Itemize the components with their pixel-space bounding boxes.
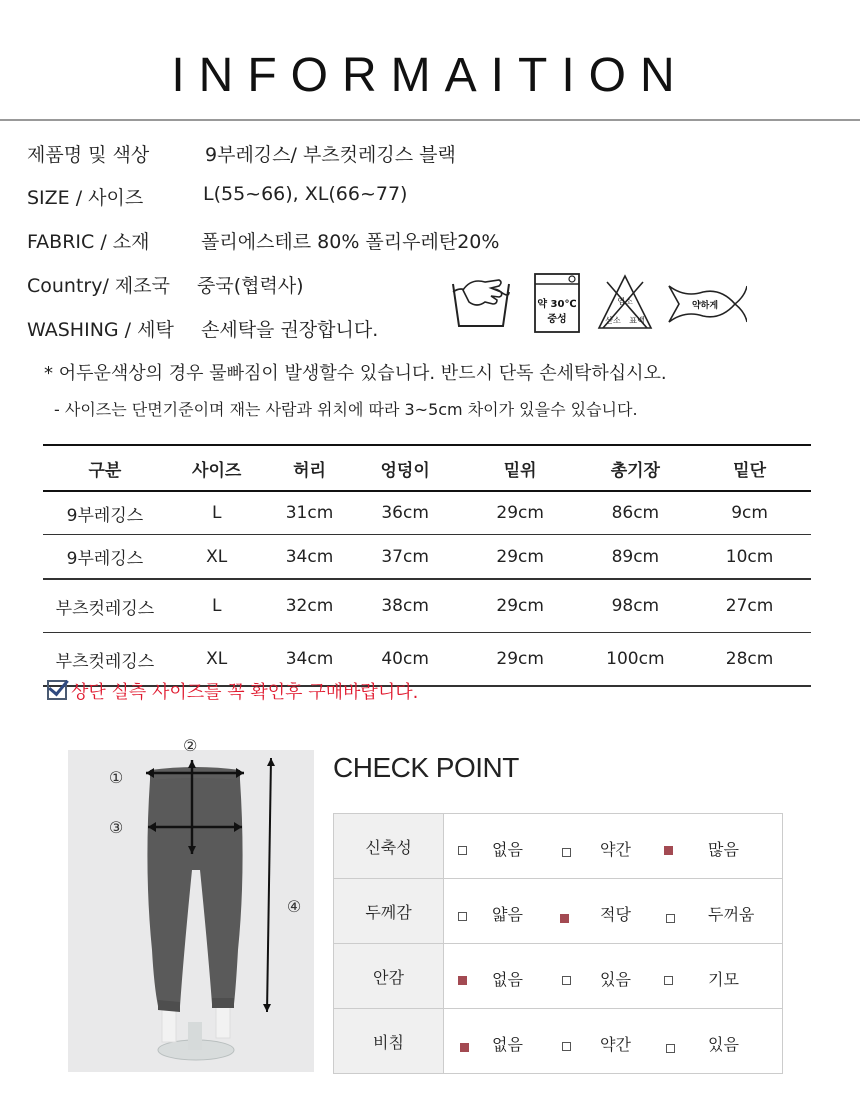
table-cell: 29cm bbox=[458, 579, 583, 633]
check-point-table bbox=[333, 813, 783, 1074]
title-divider bbox=[0, 119, 860, 121]
option-label: 없음 bbox=[492, 840, 523, 859]
table-row bbox=[43, 579, 811, 633]
hand-wash-icon bbox=[447, 270, 747, 338]
info-label: Country/ 제조국 bbox=[27, 275, 170, 297]
checkbox-icon bbox=[47, 680, 67, 700]
check-point-row bbox=[334, 944, 783, 1009]
table-cell: 10cm bbox=[688, 535, 811, 580]
option-checkbox-checked bbox=[664, 846, 673, 855]
table-cell: XL bbox=[167, 535, 267, 580]
measure-mark-2-label: ② bbox=[183, 736, 198, 755]
check-point-row bbox=[334, 1009, 783, 1074]
header-cell: 사이즈 bbox=[167, 445, 267, 491]
option-checkbox-checked bbox=[460, 1043, 469, 1052]
table-cell: 89cm bbox=[583, 535, 689, 580]
option-checkbox bbox=[562, 848, 571, 857]
table-row bbox=[43, 491, 811, 535]
info-value: 손세탁을 권장합니다. bbox=[201, 319, 379, 341]
option-label: 두꺼움 bbox=[708, 905, 755, 924]
info-label: 제품명 및 색상 bbox=[27, 144, 150, 166]
table-cell: 40cm bbox=[352, 633, 457, 687]
check-point-label: 신축성 bbox=[334, 814, 444, 879]
size-check-note-text: 상단 실측 사이즈를 꼭 확인후 구매바랍니다. bbox=[71, 682, 419, 703]
table-cell: 부츠컷레깅스 bbox=[43, 633, 167, 687]
bleach-right-text: 표백 bbox=[629, 316, 645, 325]
option-label: 얇음 bbox=[492, 905, 523, 924]
table-cell: 9부레깅스 bbox=[43, 535, 167, 580]
care-note: * 어두운색상의 경우 물빠짐이 발생할수 있습니다. 반드시 단독 손세탁하십시오. bbox=[44, 363, 667, 384]
option-checkbox bbox=[562, 1042, 571, 1051]
table-cell: 34cm bbox=[267, 535, 353, 580]
check-point-label: 두께감 bbox=[334, 879, 444, 944]
option-checkbox bbox=[562, 976, 571, 985]
size-note: - 사이즈는 단면기준이며 재는 사람과 위치에 따라 3~5cm 차이가 있을수 있습니다. bbox=[54, 400, 638, 419]
check-point-label: 비침 bbox=[334, 1009, 444, 1074]
option-label: 없음 bbox=[492, 1035, 523, 1054]
table-cell: 27cm bbox=[688, 579, 811, 633]
size-table-header bbox=[43, 445, 811, 491]
table-cell: 29cm bbox=[458, 491, 583, 535]
header-cell: 밑위 bbox=[458, 445, 583, 491]
size-check-note bbox=[47, 678, 418, 704]
option-checkbox bbox=[666, 1044, 675, 1053]
header-cell: 구분 bbox=[43, 445, 167, 491]
option-label: 있음 bbox=[708, 1035, 739, 1054]
table-cell: 37cm bbox=[352, 535, 457, 580]
table-cell: 86cm bbox=[583, 491, 689, 535]
option-checkbox bbox=[666, 914, 675, 923]
washing-icons bbox=[447, 270, 747, 338]
option-label: 많음 bbox=[708, 840, 739, 859]
table-cell: 29cm bbox=[458, 633, 583, 687]
option-label: 기모 bbox=[708, 970, 739, 989]
info-label: FABRIC / 소재 bbox=[27, 231, 150, 253]
check-point-options bbox=[444, 944, 783, 1009]
option-checkbox-checked bbox=[560, 914, 569, 923]
info-label: SIZE / 사이즈 bbox=[27, 187, 144, 209]
table-cell: 28cm bbox=[688, 633, 811, 687]
check-point-row bbox=[334, 879, 783, 944]
table-cell: 29cm bbox=[458, 535, 583, 580]
option-checkbox bbox=[458, 912, 467, 921]
info-value: 폴리에스테르 80% 폴리우레탄20% bbox=[201, 231, 500, 253]
table-cell: 100cm bbox=[583, 633, 689, 687]
check-point-label: 안감 bbox=[334, 944, 444, 1009]
check-point-options bbox=[444, 879, 783, 944]
wash-neutral-text: 중성 bbox=[547, 314, 567, 325]
option-checkbox-checked bbox=[458, 976, 467, 985]
measure-mark-1: ① bbox=[108, 768, 124, 787]
table-cell: 32cm bbox=[267, 579, 353, 633]
table-cell: 38cm bbox=[352, 579, 457, 633]
check-point-options bbox=[444, 814, 783, 879]
info-value: 중국(협력사) bbox=[197, 275, 304, 297]
check-point-row bbox=[334, 814, 783, 879]
table-cell: 부츠컷레깅스 bbox=[43, 579, 167, 633]
check-point-options bbox=[444, 1009, 783, 1074]
table-cell: 9부레깅스 bbox=[43, 491, 167, 535]
option-checkbox bbox=[664, 976, 673, 985]
table-row bbox=[43, 535, 811, 580]
check-point-title: CHECK POINT bbox=[333, 752, 519, 783]
table-cell: 98cm bbox=[583, 579, 689, 633]
table-cell: L bbox=[167, 579, 267, 633]
option-label: 없음 bbox=[492, 970, 523, 989]
bleach-top-text: 염소 bbox=[617, 297, 633, 306]
table-cell: 34cm bbox=[267, 633, 353, 687]
header-cell: 총기장 bbox=[583, 445, 689, 491]
table-cell: 31cm bbox=[267, 491, 353, 535]
page-title: INFORMAITION bbox=[171, 49, 689, 102]
table-cell: 36cm bbox=[352, 491, 457, 535]
size-table bbox=[43, 444, 811, 687]
bleach-left-text: 산소 bbox=[605, 316, 621, 325]
option-label: 약간 bbox=[600, 1035, 631, 1054]
header-cell: 밑단 bbox=[688, 445, 811, 491]
gentle-label-text: 약하게 bbox=[691, 301, 719, 311]
table-cell: XL bbox=[167, 633, 267, 687]
info-value: L(55~66), XL(66~77) bbox=[203, 183, 408, 205]
header-cell: 엉덩이 bbox=[352, 445, 457, 491]
info-value: 9부레깅스/ 부츠컷레깅스 블랙 bbox=[205, 144, 456, 166]
option-label: 적당 bbox=[600, 905, 631, 924]
header-cell: 허리 bbox=[267, 445, 353, 491]
measure-mark-4: ④ bbox=[286, 897, 302, 916]
leggings-illustration bbox=[68, 750, 314, 1072]
wash-temp-text: 약 30℃ bbox=[537, 299, 577, 310]
product-photo bbox=[68, 750, 314, 1072]
option-label: 약간 bbox=[600, 840, 631, 859]
measure-mark-3: ③ bbox=[108, 818, 124, 837]
option-label: 있음 bbox=[600, 970, 631, 989]
table-cell: L bbox=[167, 491, 267, 535]
option-checkbox bbox=[458, 846, 467, 855]
table-cell: 9cm bbox=[688, 491, 811, 535]
info-label: WASHING / 세탁 bbox=[27, 319, 174, 341]
